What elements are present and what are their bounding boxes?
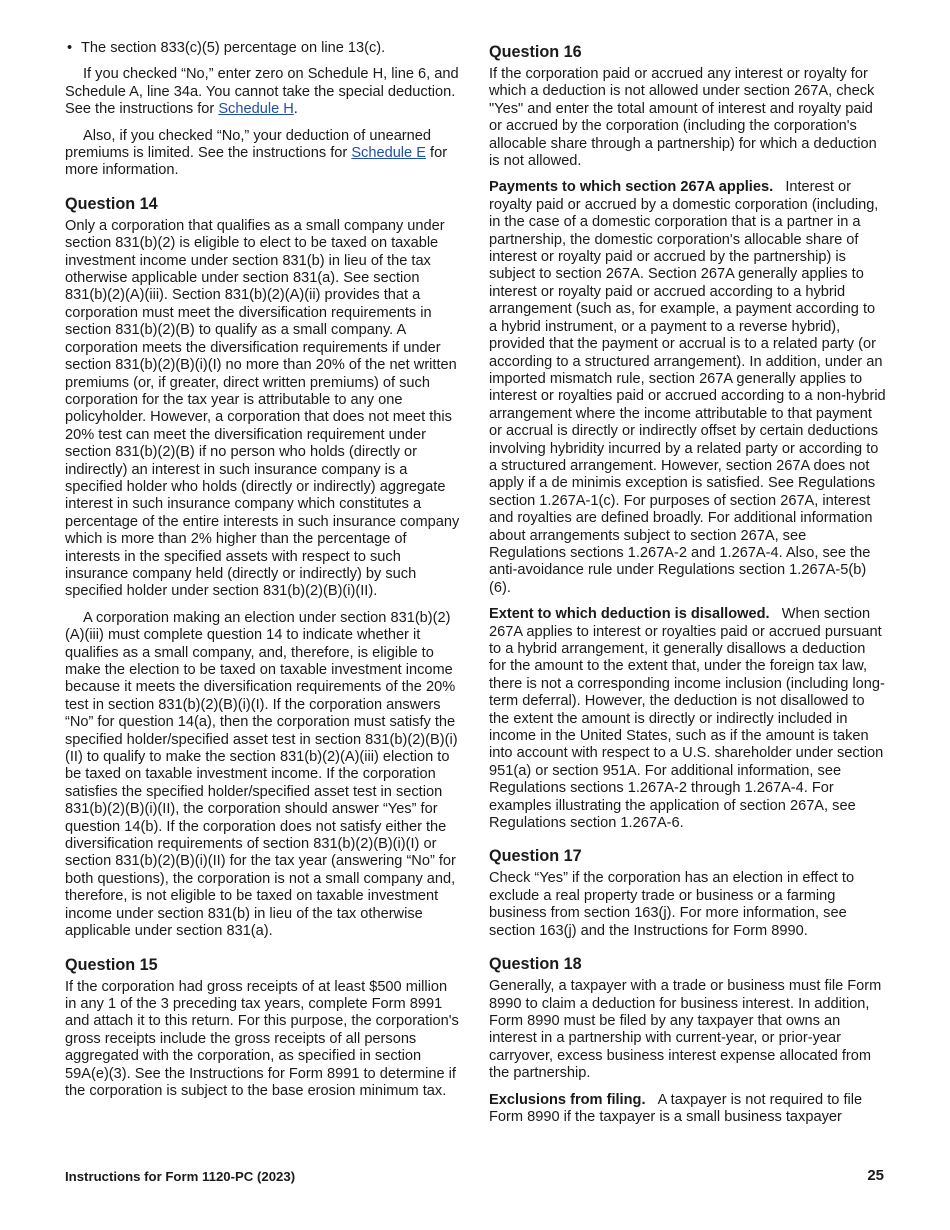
question-14-paragraph-2: A corporation making an election under section 831(b)(2)(A)(iii) must complete question 14 to indicate whether it qualifies as a small company, and, therefore, is eligible to make the election to be taxed on taxable investment income because it meets the diversification requirements of the 20% test in section 831(b)(2)(B)(i)(I). If the corporation answers “No” for question 14(a), then the corporation must satisfy the specified holder/specified asset test in section 831(b)(2)(B)(i)(II) to qualify to make the section 831(b)(2)(A)(iii) election to be taxed on taxable investment income. If the corporation satisfies the specified holder/specified asset test in section 831(b)(2)(B)(i)(II), the corporation should answer “Yes” for question 14(b). If the corporation does not satisfy either the diversification requirements of section 831(b)(2)(B)(i)(I) or section 831(b)(2)(B)(i)(II) for the tax year (answering “No” for both questions), the corporation is not a small company and, therefore, is not eligible to be taxed on taxable investment income under section 831(b) in lieu of the tax otherwise applicable under section 831(a). [65, 609, 458, 940]
bullet-item [65, 40, 462, 57]
schedule-e-link[interactable]: Schedule E [351, 145, 426, 162]
paragraph-text: If you checked “No,” enter zero on Schedule H, line 6, and Schedule A, line 34a. You cannot take the special deduction. See the instructions for [65, 66, 459, 118]
footer-form-title: Instructions for Form 1120-PC (2023) [65, 1169, 296, 1184]
page-number: 25 [867, 1167, 884, 1184]
question-15-paragraph-1: If the corporation had gross receipts of at least $500 million in any 1 of the 3 preceding tax years, complete Form 8991 and attach it to this return. For this purpose, the corporation's gross receipts include the gross receipts of all persons aggregated with the corporation, as specified in section 59A(e)(3). See the Instructions for Form 8991 to determine if the corporation is subject to the base erosion minimum tax. [65, 978, 459, 1099]
question-15-heading: Question 15 [65, 955, 158, 974]
question-16-heading: Question 16 [489, 43, 582, 61]
paragraph-no-schedule-e [65, 128, 462, 180]
question-17-paragraph-1: Check “Yes” if the corporation has an election in effect to exclude a real property trade or business or a farming business from section 163(j). For more information, see section 163(j) and the Instructions for Form 8990. [489, 870, 855, 939]
schedule-h-link[interactable]: Schedule H [218, 101, 294, 118]
question-17-heading: Question 17 [489, 847, 582, 866]
paragraph-text: Also, if you checked “No,” your deduction of unearned premiums is limited. See the instructions for [65, 127, 432, 162]
exclusions-text: A taxpayer is not required to file Form 8990 if the taxpayer is a small business taxpayer [489, 1091, 863, 1125]
extent-runin-heading: Extent to which deduction is disallowed. [489, 606, 770, 623]
question-14-paragraph-1: Only a corporation that qualifies as a small company under section 831(b)(2) is eligible to elect to be taxed on taxable investment income under section 831(b) in lieu of the tax otherwise applicable under section 831(a). See section 831(b)(2)(A)(iii). Section 831(b)(2)(A)(ii) provides that a corporation must meet the diversification requirements in section 831(b)(2)(B) to qualify as a small company. A corporation meets the diversification requirements if under section 831(b)(2)(B)(i)(I) no more than 20% of the net written premiums (or, if greater, direct written premiums) of such corporation for the tax year is attributable to any one policyholder. However, a corporation that does not meet this 20% test can meet the diversification requirement under section 831(b)(2)(B) if no person who holds (directly or indirectly) an interest in such insurance company is a specified holder who holds (directly or indirectly) aggregate interest in such insurance company which constitutes a percentage of the entire interests in such insurance company which is more than 2% higher than the percentage of interests in the specified assets with respect to such insurance company held (directly or indirectly) by such specified holder under section 831(b)(2)(B)(i)(II). [65, 217, 460, 600]
exclusions-runin-heading: Exclusions from filing. [489, 1091, 646, 1108]
question-18-heading: Question 18 [489, 955, 582, 974]
bullet-text: The section 833(c)(5) percentage on line 13(c). [81, 40, 386, 56]
right-column [489, 40, 886, 1135]
left-column [65, 40, 462, 1109]
bullet-icon: • [67, 40, 73, 56]
paragraph-text-end: . [293, 101, 298, 118]
question-16-payments-paragraph [489, 179, 886, 597]
question-14-heading: Question 14 [65, 194, 158, 213]
extent-text: When section 267A applies to interest or royalties paid or accrued pursuant to a hybrid arrangement, it generally disallows a deduction for the amount to the extent that, under the foreign tax law, there is not a corresponding income inclusion (including long-term deferral). However, the deduction is not disallowed to the extent the amount is directly or indirectly included in income in the United States, such as if the amount is taken into account with respect to a U.S. shareholder under section 951(a) or section 951A. For additional information, see Regulations sections 1.267A-2 through 1.267A-4. For examples illustrating the application of section 267A, see Regulations section 1.267A-6. [489, 606, 885, 832]
paragraph-no-schedule-h [65, 66, 462, 118]
question-16-extent-paragraph [489, 606, 886, 832]
paragraph-text-end: for more information. [65, 145, 448, 179]
payments-runin-heading: Payments to which section 267A applies. [489, 179, 774, 196]
question-16-paragraph-1: If the corporation paid or accrued any interest or royalty for which a deduction is not allowed under section 267A, check "Yes" and enter the total amount of interest and royalty paid or accrued by the corporation (including the corporation's allocable share through a partnership) for which a deduction is not allowed. [489, 66, 877, 170]
question-18-paragraph-1: Generally, a taxpayer with a trade or business must file Form 8990 to claim a deduction for business interest. In addition, Form 8990 must be filed by any taxpayer that owns an interest in a partnership with current-year, or prior-year carryover, excess business interest expense allocated from the partnership. [489, 978, 882, 1082]
payments-text: Interest or royalty paid or accrued by a domestic corporation (including, in the case of a domestic corporation that is a partner in a partnership, the domestic corporation's allocable share of interest or royalty paid or accrued by the partnership) is subject to section 267A. Section 267A generally applies to interest or royalty paid or accrued according to a hybrid arrangement (such as, for example, a payment according to a hybrid instrument, or a payment to a reverse hybrid), provided that the payment or accrual is to a related party (or according to a structured arrangement). In addition, under an imported mismatch rule, section 267A generally applies to interest or royalties paid or accrued according to a non-hybrid arrangement where the income attributable to that payment or accrual is directly or indirectly offset by certain deductions involving hybridity incurred by a related party or according to a structured arrangement. However, section 267A does not apply if a de minimis exception is satisfied. See Regulations section 1.267A-1(c). For purposes of section 267A, interest and royalties are defined broadly. For additional information about arrangements subject to section 267A, see Regulations sections 1.267A-2 and 1.267A-4. Also, see the anti-avoidance rule under Regulations section 1.267A-5(b)(6). [489, 179, 886, 596]
question-18-exclusions-paragraph [489, 1092, 886, 1127]
